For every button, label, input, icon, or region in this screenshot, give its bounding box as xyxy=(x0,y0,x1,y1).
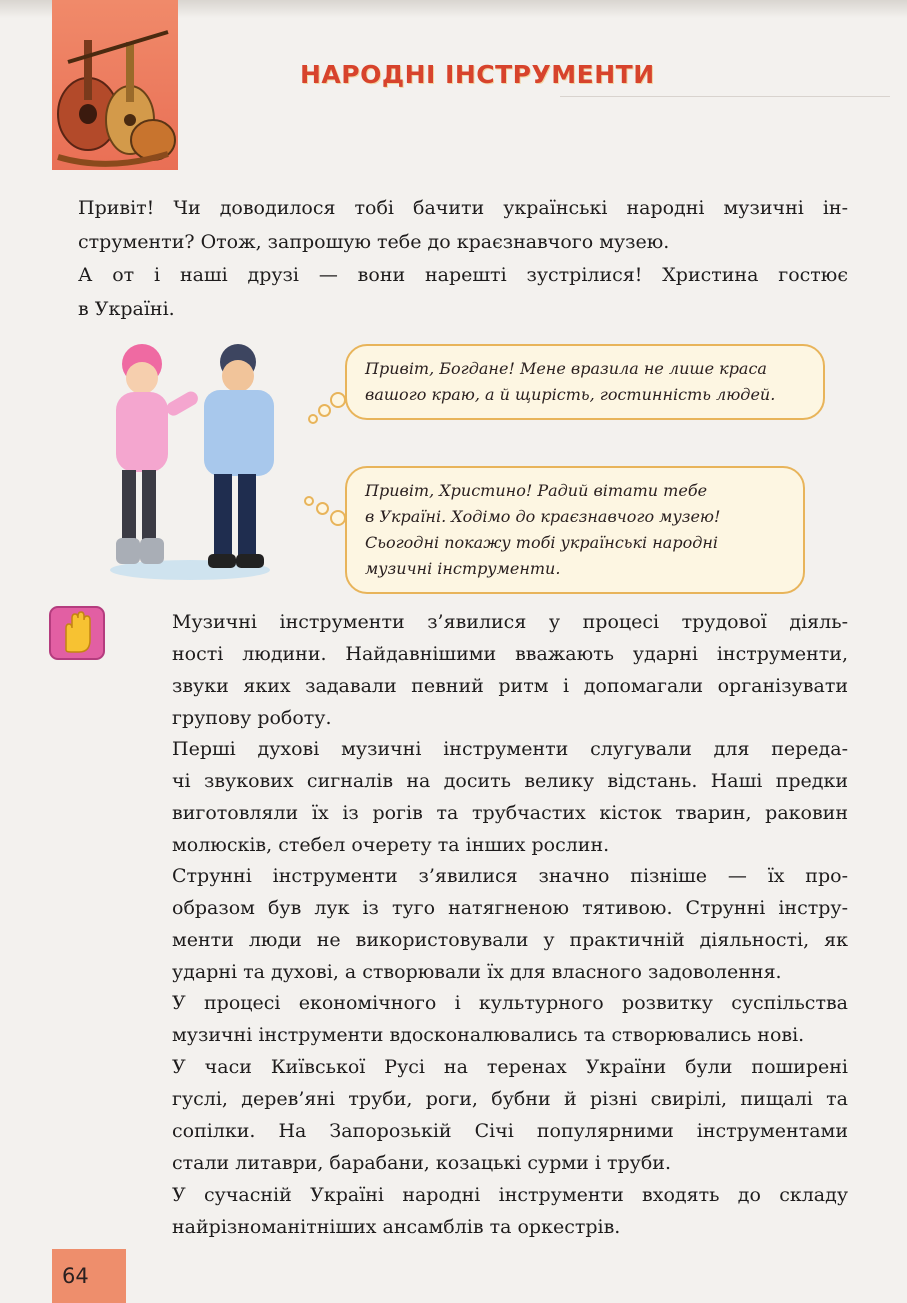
bubble-tail-dot xyxy=(304,496,314,506)
page-number: 64 xyxy=(62,1264,89,1288)
body-line: У процесі економічного і культурного розвитку суспільства xyxy=(172,992,848,1014)
intro-line: А от і наші друзі — вони нарешті зустрілися! Христина гостює xyxy=(78,264,848,286)
body-line: Перші духові музичні інструменти слугували для переда- xyxy=(172,738,848,760)
bubble-line: Сьогодні покажу тобі українські народні xyxy=(365,533,718,552)
body-line: Музичні інструменти з’явилися у процесі трудової діяль- xyxy=(172,611,848,633)
bubble-tail-dot xyxy=(308,414,318,424)
body-line: сопілки. На Запорозькій Січі популярними інструментами xyxy=(172,1120,848,1142)
body-line: виготовляли їх із рогів та трубчастих кісток тварин, раковин xyxy=(172,802,848,824)
hand-stop-icon xyxy=(49,606,105,660)
body-line: найрізноманітніших ансамблів та оркестрів. xyxy=(172,1216,621,1238)
bubble-tail-dot xyxy=(330,392,346,408)
body-line: образом був лук із туго натягненою тятивою. Струнні інстру- xyxy=(172,897,848,919)
intro-line: струменти? Отож, запрошую тебе до краєзнавчого музею. xyxy=(78,231,670,253)
body-line: стали литаври, барабани, козацькі сурми і труби. xyxy=(172,1152,671,1174)
intro-line: в Україні. xyxy=(78,298,175,320)
body-line: молюсків, стебел очерету та інших рослин. xyxy=(172,834,610,856)
body-paragraph xyxy=(172,1051,848,1179)
instrument-collage-icon xyxy=(48,22,183,172)
body-line: гуслі, дерев’яні труби, роги, бубни й різні свирілі, пищалі та xyxy=(172,1088,848,1110)
intro-line: Привіт! Чи доводилося тобі бачити українські народні музичні ін- xyxy=(78,197,848,219)
bubble-tail-dot xyxy=(318,404,331,417)
bubble-line: музичні інструменти. xyxy=(365,559,561,578)
body-line: Струнні інструменти з’явилися значно пізніше — їх про- xyxy=(172,865,848,887)
body-paragraph xyxy=(172,860,848,988)
bubble-tail-dot xyxy=(316,502,329,515)
body-line: ності людини. Найдавнішими вважають ударні інструменти, xyxy=(172,643,848,665)
bubble-tail-dot xyxy=(330,510,346,526)
intro-paragraph xyxy=(78,191,848,259)
bleed-through-rule xyxy=(560,96,890,97)
bubble-line: в Україні. Ходімо до краєзнавчого музею! xyxy=(365,507,721,526)
body-line: менти люди не використовували у практичній діяльності, як xyxy=(172,929,848,951)
page-title: НАРОДНІ ІНСТРУМЕНТИ xyxy=(300,60,655,89)
bohdan-speech-bubble xyxy=(345,466,805,594)
bubble-line: вашого краю, а й щирість, гостинність людей. xyxy=(365,385,776,404)
body-paragraph xyxy=(172,1179,848,1243)
christina-speech-bubble xyxy=(345,344,825,420)
body-paragraph xyxy=(172,606,848,734)
body-line: У сучасній Україні народні інструменти входять до складу xyxy=(172,1184,848,1206)
body-paragraph xyxy=(172,987,848,1051)
bubble-line: Привіт, Богдане! Мене вразила не лише краса xyxy=(365,359,767,378)
body-line: звуки яких задавали певний ритм і допомагали організувати xyxy=(172,675,848,697)
intro-paragraph xyxy=(78,258,848,326)
body-line: ударні та духові, а створювали їх для власного задоволення. xyxy=(172,961,782,983)
body-line: У часи Київської Русі на теренах України були поширені xyxy=(172,1056,848,1078)
children-illustration xyxy=(100,342,290,582)
body-line: чі звукових сигналів на досить велику відстань. Наші предки xyxy=(172,770,848,792)
bubble-line: Привіт, Христино! Радий вітати тебе xyxy=(365,481,708,500)
body-paragraph xyxy=(172,733,848,861)
body-line: музичні інструменти вдосконалювались та створювались нові. xyxy=(172,1024,805,1046)
body-line: групову роботу. xyxy=(172,707,332,729)
